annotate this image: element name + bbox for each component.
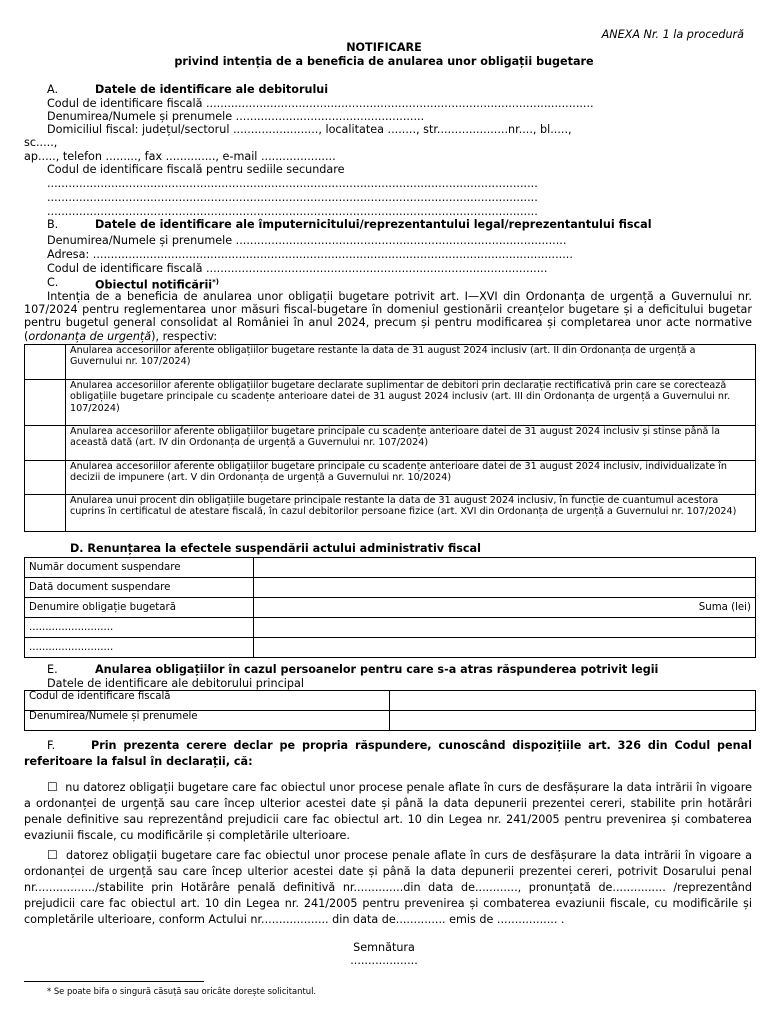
section-e-letter: E. (47, 663, 58, 676)
dotted-line: .......................................................................................................................................... (47, 205, 538, 218)
principal-debtor-table (24, 690, 756, 731)
option-text: Anularea accesoriilor aferente obligațiilor bugetare declarate suplimentar de debitori prin declarație rectificativă prin care se corectează obligațiile bugetare principale cu scadențe anterioare datei de 31 august 2024 inclusiv (art. III din Ordonanța de urgență a Guvernului nr. 107/2024) (66, 380, 756, 426)
option-text: Anularea accesoriilor aferente obligațiilor bugetare principale cu scadențe anterioare datei de 31 august 2024 inclusiv și stinse până la această dată (art. IV din Ordonanța de urgență a Guvernului nr. 107/2024) (66, 426, 756, 461)
section-b-heading: Datele de identificare ale împuternicitului/reprezentantului legal/reprezentantului fiscal (95, 218, 652, 231)
annex-label: ANEXA Nr. 1 la procedură (601, 28, 744, 41)
option-text: Anularea accesoriilor aferente obligațiilor bugetare principale cu scadențe anterioare datei de 31 august 2024 inclusiv, individualizate în decizii de impunere (art. V din Ordonanța de urgență a Guvernului nr. 10/2024) (66, 461, 756, 495)
suspension-value-cell[interactable] (254, 558, 756, 578)
field-rep-address: Adresa: ....................................................................................................................................... (47, 248, 573, 261)
suspension-row-label: .......................... (25, 618, 254, 638)
section-e-subheading: Datele de identificare ale debitorului principal (47, 677, 304, 690)
field-rep-cif: Codul de identificare fiscală ................................................................................................ (47, 262, 548, 275)
section-a-letter: A. (47, 83, 59, 96)
declaration-debt: ☐ datorez obligații bugetare care fac obiectul unor procese penale aflate în curs de desfășurare la data intrării în vigoare a ordonanței de urgență sau care încep ulterior acestei date și până la data depunerii prezentei cereri, potrivit Dosarului penal nr................./stabilite prin Hotărâre penală definitivă nr..............din data de............, pronunțată de............... /reprezentând prejudicii care fac obiectul art. 10 din Legea nr. 241/2005 pentru prevenirea și combaterea evaziunii fiscale, cu modificările și completările ulterioare, conform Actului nr................... din data de.............. emis de ................. . (24, 848, 752, 926)
debtor-value-cell[interactable] (390, 691, 756, 711)
field-name: Denumirea/Numele și prenumele ..................................................... (47, 110, 425, 123)
options-table (24, 344, 756, 532)
field-contact: ap....., telefon ........., fax .............., e-mail ..................... (24, 150, 336, 163)
signature-label: Semnătura (353, 941, 415, 954)
section-d-heading: D. Renunțarea la efectele suspendării actului administrativ fiscal (70, 542, 481, 555)
option-checkbox[interactable] (25, 345, 66, 380)
section-b-letter: B. (47, 218, 59, 231)
section-c-intro: Intenția de a beneficia de anularea unor obligații bugetare potrivit art. I—XVI din Ordonanța de urgență a Guvernului nr. 107/2024 pentru reglementarea unor măsuri fiscal-bugetare în domeniul gestionării creanțelor bugetare și a deficitului bugetar pentru bugetul general consolidat al României în anul 2024, precum și pentru modificarea și completarea unor acte normative (ordonanța de urgență), respectiv: (24, 290, 752, 343)
suspension-value-cell[interactable] (254, 578, 756, 598)
checkbox-debt[interactable]: ☐ (47, 848, 58, 862)
option-checkbox[interactable] (25, 380, 66, 426)
option-checkbox[interactable] (25, 495, 66, 532)
suspension-row-label: Denumire obligație bugetară (25, 598, 254, 618)
field-staircase: sc....., (24, 136, 58, 149)
suspension-row-label: Dată document suspendare (25, 578, 254, 598)
suspension-table (24, 557, 756, 658)
suspension-row-label: Număr document suspendare (25, 558, 254, 578)
field-rep-name: Denumirea/Numele și prenumele ............................................................................................. (47, 234, 567, 247)
footnote-text: * Se poate bifa o singură căsuță sau oricâte dorește solicitantul. (47, 986, 317, 996)
declaration-no-debt: ☐ nu datorez obligații bugetare care fac obiectul unor procese penale aflate în curs de desfășurare la data intrării în vigoare a ordonanței de urgență sau care încep ulterior acestei date și până la data depunerii prezentei cereri, stabilite prin hotărâri penale definitive sau reprezentând prejudicii care fac obiectul art. 10 din Legea nr. 241/2005 pentru prevenirea și combaterea evaziunii fiscale, cu modificările și completările ulterioare. (24, 780, 752, 842)
sum-header: Suma (lei) (254, 598, 756, 618)
field-domicile: Domiciliul fiscal: județul/sectorul ........................, localitatea ........, str....................nr...., bl....., (47, 123, 572, 136)
suspension-row-label: .......................... (25, 638, 254, 658)
field-secondary-cif-label: Codul de identificare fiscală pentru sediile secundare (47, 163, 345, 176)
section-e-heading: Anularea obligațiilor în cazul persoanelor pentru care s-a atras răspunderea potrivit legii (95, 663, 659, 676)
checkbox-no-debt[interactable]: ☐ (47, 780, 58, 794)
option-text: Anularea accesoriilor aferente obligațiilor bugetare restante la data de 31 august 2024 inclusiv (art. II din Ordonanța de urgență a Guvernului nr. 107/2024) (66, 345, 756, 380)
field-cif: Codul de identificare fiscală ............................................................................................................. (47, 97, 594, 110)
debtor-value-cell[interactable] (390, 711, 756, 731)
document-subtitle: privind intenția de a beneficia de anularea unor obligații bugetare (174, 55, 594, 68)
section-a-heading: Datele de identificare ale debitorului (95, 83, 329, 96)
section-c-letter: C. (47, 276, 59, 289)
section-c-heading: Obiectul notificării*) (95, 278, 219, 292)
debtor-row-label: Codul de identificare fiscală (25, 691, 390, 711)
signature-line[interactable]: ................... (350, 954, 418, 967)
dotted-line: .......................................................................................................................................... (47, 191, 538, 204)
option-checkbox[interactable] (25, 461, 66, 495)
option-text: Anularea unui procent din obligațiile bugetare principale restante la data de 31 august 2024 inclusiv, în funcție de cuantumul acestora cuprins în certificatul de atestare fiscală, în cazul debitorilor persoane fizice (art. XVI din Ordonanța de urgență a Guvernului nr. 107/2024) (66, 495, 756, 532)
dotted-line: .......................................................................................................................................... (47, 177, 538, 190)
section-f-heading: F. Prin prezenta cerere declar pe propria răspundere, cunoscând dispozițiile art. 326 din Codul penal referitoare la falsul în declarații, că: (24, 739, 752, 768)
debtor-row-label: Denumirea/Numele și prenumele (25, 711, 390, 731)
document-title: NOTIFICARE (346, 41, 422, 54)
suspension-value-cell[interactable] (254, 618, 756, 638)
option-checkbox[interactable] (25, 426, 66, 461)
footnote-divider (24, 981, 204, 982)
suspension-value-cell[interactable] (254, 638, 756, 658)
